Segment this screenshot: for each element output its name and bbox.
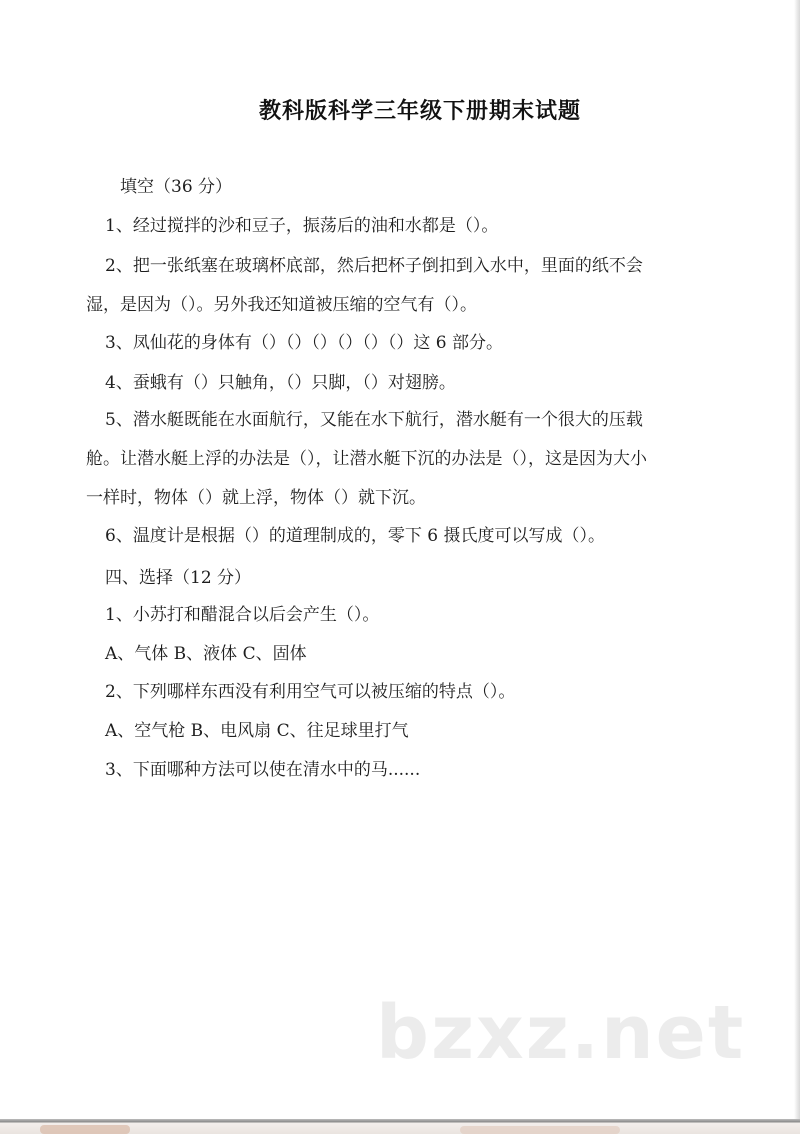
question-line: 湿，是因为（）。另外我还知道被压缩的空气有（）。 <box>86 295 477 315</box>
question-line: 舱。让潜水艇上浮的办法是（），让潜水艇下沉的办法是（），这是因为大小 <box>86 449 647 469</box>
question-line: 1、小苏打和醋混合以后会产生（）。 <box>105 605 380 625</box>
question-line: 6、温度计是根据（）的道理制成的，零下 6 摄氏度可以写成（）。 <box>105 526 605 546</box>
question-line: 4、蚕蛾有（）只触角，（）只脚，（）对翅膀。 <box>105 373 456 393</box>
page-bottom-edge <box>0 1119 800 1134</box>
next-page-preview <box>460 1126 620 1134</box>
page-edge <box>794 0 800 1120</box>
next-page-preview <box>40 1125 130 1134</box>
answer-options: A、气体 B、液体 C、固体 <box>105 644 307 664</box>
watermark: bzxz.net <box>376 990 746 1076</box>
document-title: 教科版科学三年级下册期末试题 <box>258 99 581 124</box>
answer-options: A、空气枪 B、电风扇 C、往足球里打气 <box>105 721 409 741</box>
question-line: 5、潜水艇既能在水面航行，又能在水下航行，潜水艇有一个很大的压载 <box>105 410 643 430</box>
question-line: 一样时，物体（）就上浮，物体（）就下沉。 <box>86 488 426 508</box>
question-line: 2、下列哪样东西没有利用空气可以被压缩的特点（）。 <box>105 682 516 702</box>
question-line: 1、经过搅拌的沙和豆子，振荡后的油和水都是（）。 <box>105 216 499 236</box>
section-heading-fill-in: 填空（36 分） <box>120 177 233 197</box>
question-line: 2、把一张纸塞在玻璃杯底部，然后把杯子倒扣到入水中，里面的纸不会 <box>105 256 643 276</box>
section-heading-choice: 四、选择（12 分） <box>105 568 252 588</box>
question-line: 3、下面哪种方法可以使在清水中的马...... <box>105 760 421 780</box>
question-line: 3、凤仙花的身体有（）（）（）（）（）（）这 6 部分。 <box>105 333 503 353</box>
